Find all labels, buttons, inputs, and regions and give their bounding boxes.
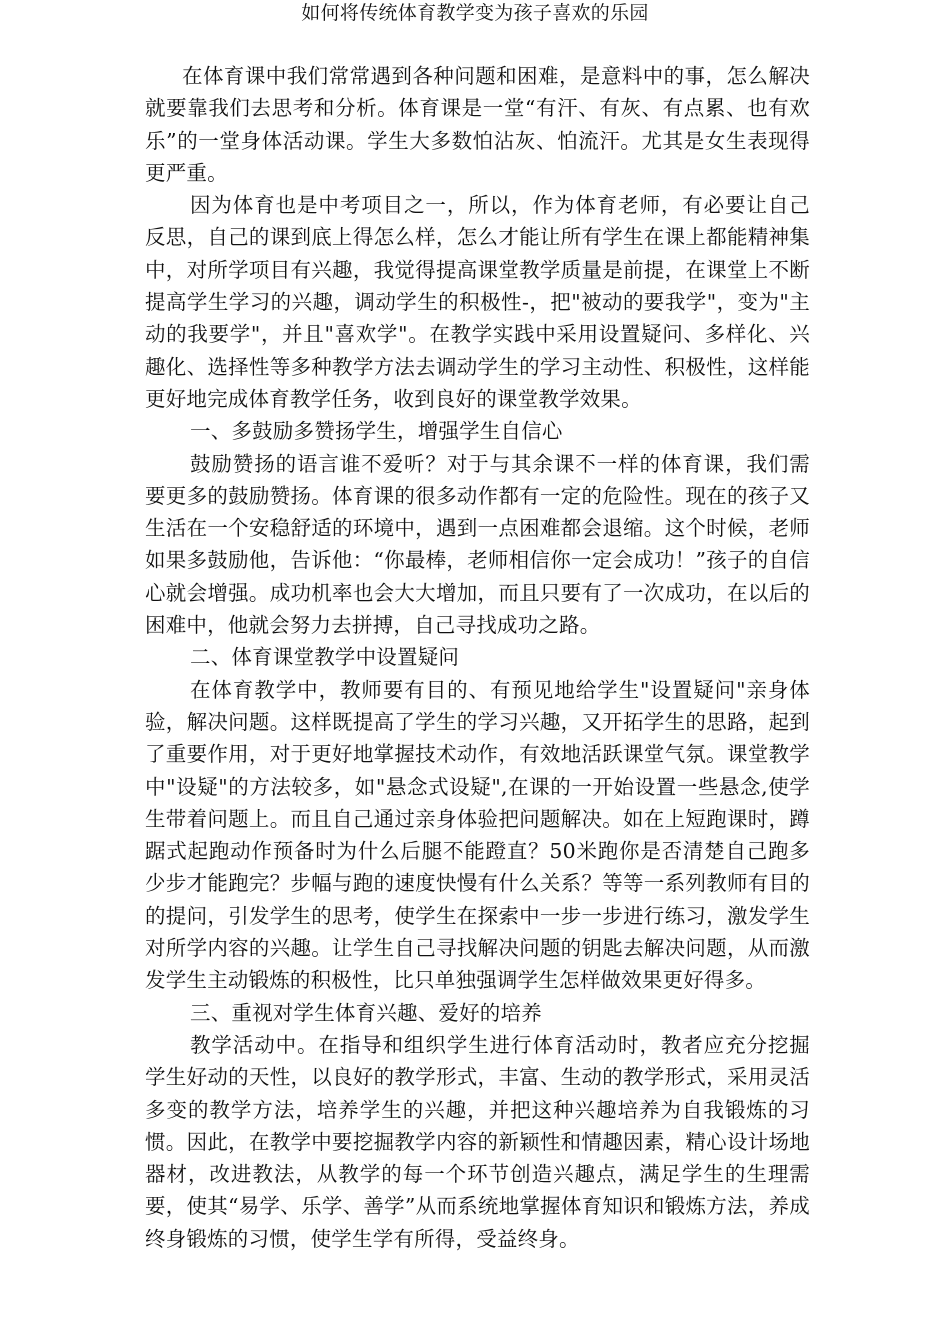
section-3-heading: 三、重视对学生体育兴趣、爱好的培养 [190, 1000, 542, 1025]
section-2-paragraph: 在体育教学中，教师要有目的、有预见地给学生"设置疑问"亲身体验，解决问题。这样既提高了学生的学习兴趣，又开拓学生的思路，起到了重要作用，对于更好地掌握技术动作，有效地活跃课堂气氛。课堂教学中"设疑"的方法较多，如"悬念式设疑",在课的一开始设置一些悬念,使学生带着问题上。而且自己通过亲身体验把问题解决。如在上短跑课时，蹲踞式起跑动作预备时为什么后腿不能蹬直？50米跑你是否清楚自己跑多少步才能跑完？步幅与跑的速度快慢有什么关系？等等一系列教师有目的的提问，引发学生的思考，使学生在探索中一步一步进行练习，激发学生对所学内容的兴趣。让学生自己寻找解决问题的钥匙去解决问题，从而激发学生主动锻炼的积极性，比只单独强调学生怎样做效果更好得多。 [145, 677, 810, 993]
intro-paragraph-1: 在体育课中我们常常遇到各种问题和困难，是意料中的事，怎么解决就要靠我们去思考和分析。体育课是一堂“有汗、有灰、有点累、也有欢乐”的一堂身体活动课。学生大多数怕沾灰、怕流汗。尤其是女生表现得更严重。 [145, 64, 810, 185]
section-1-paragraph: 鼓励赞扬的语言谁不爱听？对于与其余课不一样的体育课，我们需要更多的鼓励赞扬。体育课的很多动作都有一定的危险性。现在的孩子又生活在一个安稳舒适的环境中，遇到一点困难都会退缩。这个时候，老师如果多鼓励他，告诉他：“你最棒，老师相信你一定会成功！”孩子的自信心就会增强。成功机率也会大大增加，而且只要有了一次成功，在以后的困难中，他就会努力去拼搏，自己寻找成功之路。 [145, 451, 810, 638]
document-title: 如何将传统体育教学变为孩子喜欢的乐园 [301, 2, 649, 24]
section-1-heading: 一、多鼓励多赞扬学生，增强学生自信心 [190, 419, 563, 444]
section-3-paragraph: 教学活动中。在指导和组织学生进行体育活动时，教者应充分挖掘学生好动的天性，以良好的教学形式，丰富、生动的教学形式，采用灵活多变的教学方法，培养学生的兴趣，并把这种兴趣培养为自我锻炼的习惯。因此，在教学中要挖掘教学内容的新颖性和情趣因素，精心设计场地器材，改进教法，从教学的每一个环节创造兴趣点，满足学生的生理需要，使其“易学、乐学、善学”从而系统地掌握体育知识和锻炼方法，养成终身锻炼的习惯，使学生学有所得，受益终身。 [145, 1032, 810, 1251]
intro-paragraph-2: 因为体育也是中考项目之一，所以，作为体育老师，有必要让自己反思，自己的课到底上得怎么样，怎么才能让所有学生在课上都能精神集中，对所学项目有兴趣，我觉得提高课堂教学质量是前提，在课堂上不断提高学生学习的兴趣，调动学生的积极性-，把"被动的要我学"，变为"主动的我要学"，并且"喜欢学"。在教学实践中采用设置疑问、多样化、兴趣化、选择性等多种教学方法去调动学生的学习主动性、积极性，这样能更好地完成体育教学任务，收到良好的课堂教学效果。 [145, 193, 810, 411]
document-body [145, 60, 810, 1255]
section-2-heading: 二、体育课堂教学中设置疑问 [190, 645, 460, 670]
